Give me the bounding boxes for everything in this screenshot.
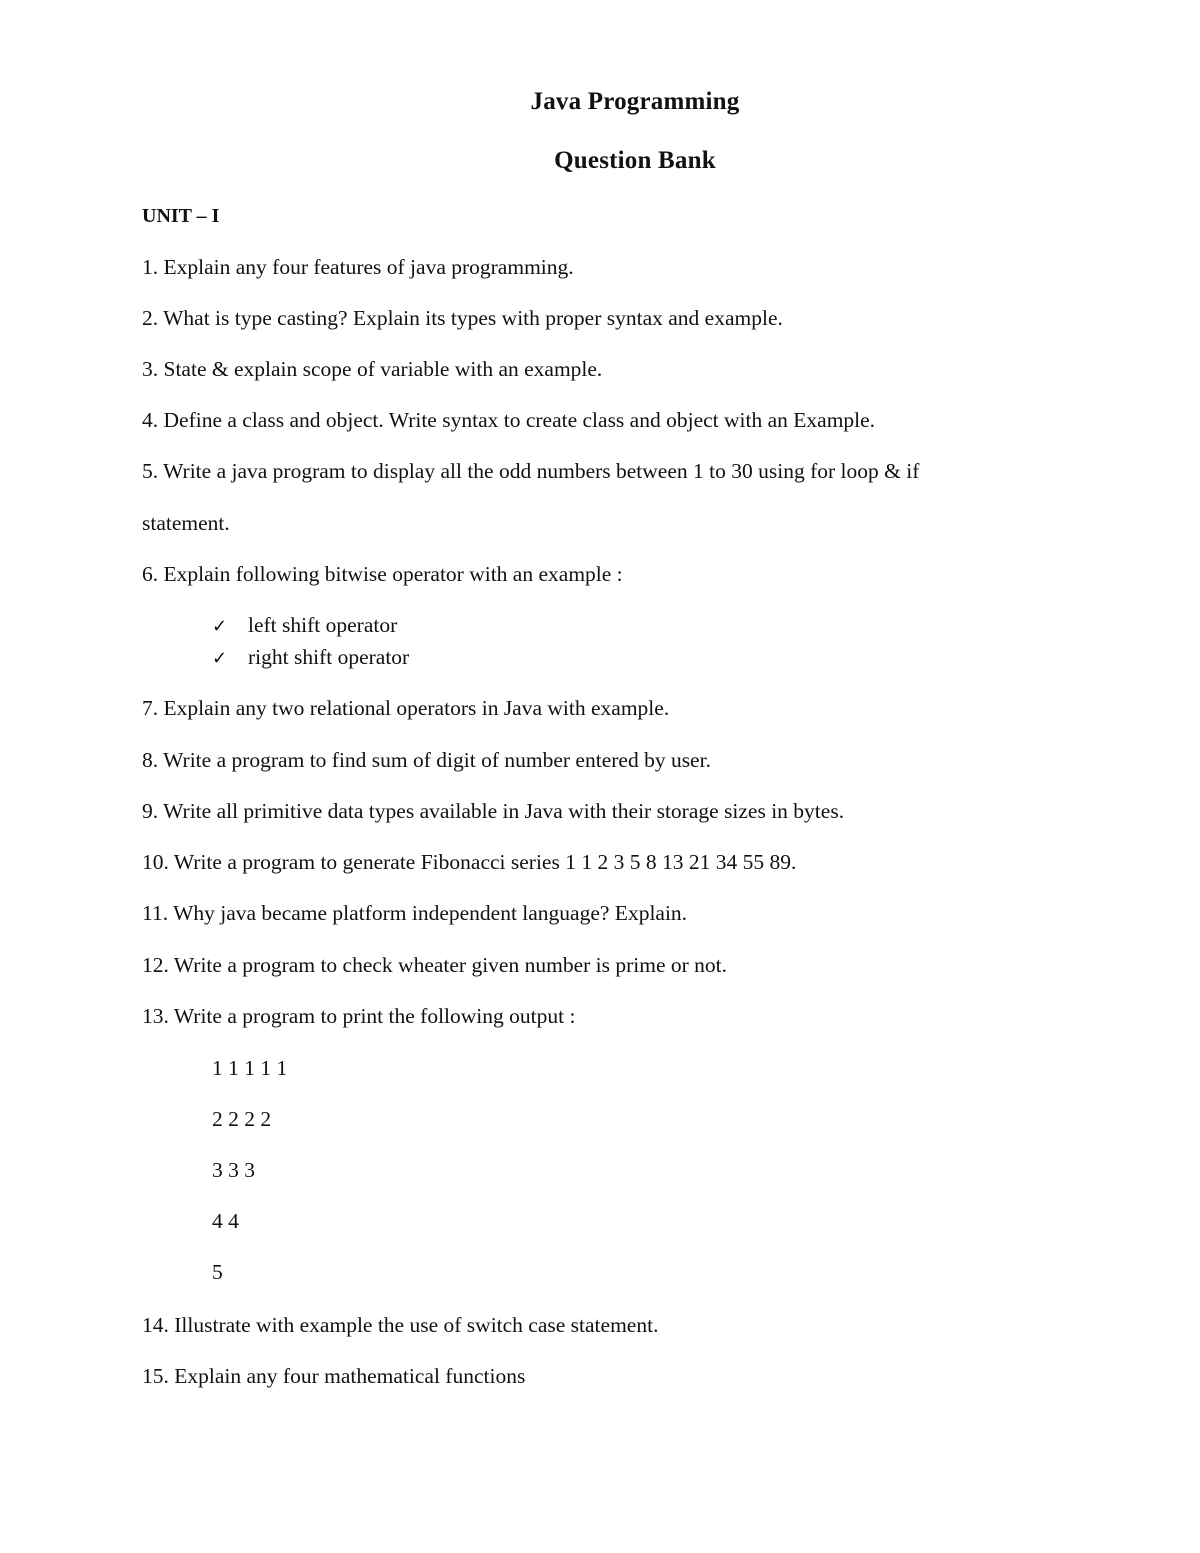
question-15: 15. Explain any four mathematical functions <box>142 1364 526 1388</box>
bitwise-item-label: right shift operator <box>248 645 410 669</box>
question-8: 8. Write a program to find sum of digit of number entered by user. <box>142 748 711 772</box>
document-title: Java Programming <box>530 88 740 115</box>
pattern-row: 4 4 <box>212 1209 239 1233</box>
question-14: 14. Illustrate with example the use of switch case statement. <box>142 1313 659 1337</box>
question-1: 1. Explain any four features of java programming. <box>142 255 574 279</box>
question-6: 6. Explain following bitwise operator with an example : <box>142 562 623 586</box>
question-2: 2. What is type casting? Explain its types with proper syntax and example. <box>142 306 783 330</box>
question-5: 5. Write a java program to display all the odd numbers between 1 to 30 using for loop & if <box>142 459 920 483</box>
bitwise-item <box>212 613 397 638</box>
checkmark-icon: ✓ <box>212 648 228 669</box>
unit-heading: UNIT – I <box>142 205 220 227</box>
pattern-row: 1 1 1 1 1 <box>212 1056 288 1080</box>
question-4: 4. Define a class and object. Write syntax to create class and object with an Example. <box>142 408 876 432</box>
bitwise-item <box>212 645 409 670</box>
question-11: 11. Why java became platform independent language? Explain. <box>142 901 688 925</box>
question-13: 13. Write a program to print the following output : <box>142 1004 576 1028</box>
pattern-row: 3 3 3 <box>212 1158 255 1182</box>
question-7: 7. Explain any two relational operators in Java with example. <box>142 696 670 720</box>
pattern-row: 2 2 2 2 <box>212 1107 272 1131</box>
question-10: 10. Write a program to generate Fibonacci series 1 1 2 3 5 8 13 21 34 55 89. <box>142 850 797 874</box>
question-5-continuation: statement. <box>142 511 230 535</box>
pattern-row: 5 <box>212 1260 223 1284</box>
question-3: 3. State & explain scope of variable with an example. <box>142 357 603 381</box>
bitwise-item-label: left shift operator <box>248 613 398 637</box>
question-9: 9. Write all primitive data types available in Java with their storage sizes in bytes. <box>142 799 845 823</box>
checkmark-icon: ✓ <box>212 616 228 637</box>
document-subtitle: Question Bank <box>554 147 716 174</box>
question-12: 12. Write a program to check wheater given number is prime or not. <box>142 953 728 977</box>
